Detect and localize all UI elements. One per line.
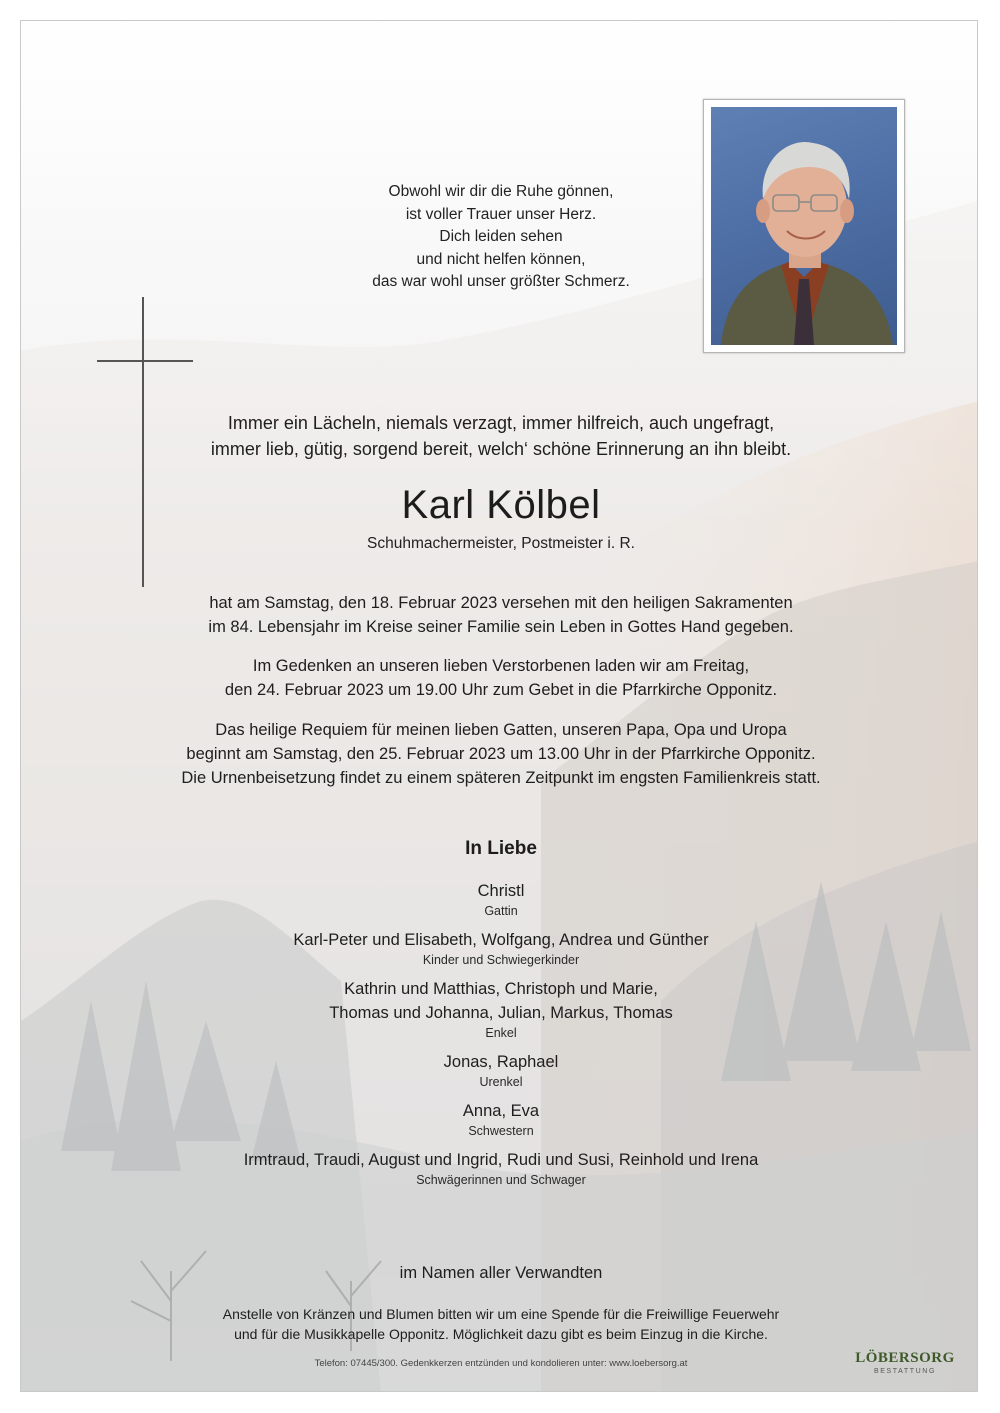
notice-line: hat am Samstag, den 18. Februar 2023 versehen mit den heiligen Sakramenten — [209, 594, 793, 612]
memorial-quote — [271, 181, 731, 294]
quote-line: das war wohl unser größter Schmerz. — [372, 273, 630, 290]
relatives-line: im Namen aller Verwandten — [399, 1264, 603, 1282]
logo-subtitle: BESTATTUNG — [873, 1368, 937, 1375]
mourner-relation: Urenkel — [479, 1075, 523, 1089]
deceased-profession: Schuhmachermeister, Postmeister i. R. — [367, 535, 635, 552]
portrait-photo — [711, 107, 897, 345]
mourner-names: Irmtraud, Traudi, August und Ingrid, Rudi und Susi, Reinhold und Irena — [243, 1151, 759, 1169]
contact-footer: Telefon: 07445/300. Gedenkkerzen entzünden und kondolieren unter: www.loebersorg.at — [314, 1358, 688, 1369]
notice-line: im 84. Lebensjahr im Kreise seiner Familie sein Leben in Gottes Hand gegeben. — [208, 618, 794, 636]
mourner-names: Christl — [477, 882, 525, 900]
mourner-relation: Schwägerinnen und Schwager — [416, 1173, 586, 1187]
mourner-relation: Gattin — [484, 904, 518, 918]
mourner-names: Jonas, Raphael — [443, 1053, 559, 1071]
prayer-notice — [121, 654, 881, 702]
portrait-frame — [703, 99, 905, 353]
deceased-name: Karl Kölbel — [401, 483, 601, 527]
mourner-group — [151, 1099, 851, 1140]
notice-line: beginnt am Samstag, den 25. Februar 2023 um 13.00 Uhr in der Pfarrkirche Opponitz. — [186, 745, 816, 763]
mourner-group — [151, 928, 851, 969]
mourners-list — [151, 879, 851, 1197]
mourner-group — [151, 879, 851, 920]
donation-line: Anstelle von Kränzen und Blumen bitten wir um eine Spende für die Freiwillige Feuerwehr — [222, 1306, 780, 1322]
mourner-group — [151, 977, 851, 1042]
donation-line: und für die Musikkapelle Opponitz. Möglichkeit dazu gibt es beim Einzug in die Kirche. — [234, 1326, 768, 1342]
mourner-names: Kathrin und Matthias, Christoph und Marie, — [344, 980, 658, 998]
mourner-names: Thomas und Johanna, Julian, Markus, Thomas — [329, 1004, 673, 1022]
mourner-group — [151, 1148, 851, 1189]
motto — [121, 410, 881, 462]
parte-page — [20, 20, 978, 1392]
quote-line: Obwohl wir dir die Ruhe gönnen, — [388, 183, 614, 200]
requiem-notice — [121, 718, 881, 790]
mourner-relation: Schwestern — [468, 1124, 534, 1138]
mourner-relation: Kinder und Schwiegerkinder — [422, 953, 580, 967]
mourner-relation: Enkel — [485, 1026, 517, 1040]
quote-line: Dich leiden sehen — [439, 228, 563, 245]
notice-line: Die Urnenbeisetzung findet zu einem späteren Zeitpunkt im engsten Familienkreis statt. — [181, 769, 821, 787]
mourner-group — [151, 1050, 851, 1091]
donation-request — [121, 1304, 881, 1344]
notice-line: Das heilige Requiem für meinen lieben Gatten, unseren Papa, Opa und Uropa — [215, 721, 787, 739]
quote-line: ist voller Trauer unser Herz. — [405, 205, 597, 223]
motto-line: immer lieb, gütig, sorgend bereit, welch‘ schöne Erinnerung an ihn bleibt. — [210, 439, 792, 459]
portrait-illustration — [711, 107, 897, 345]
notice-line: Im Gedenken an unseren lieben Verstorbenen laden wir am Freitag, — [252, 657, 750, 675]
mourner-names: Anna, Eva — [462, 1102, 540, 1120]
in-love-heading: In Liebe — [465, 838, 537, 859]
motto-line: Immer ein Lächeln, niemals verzagt, immer hilfreich, auch ungefragt, — [227, 413, 775, 433]
mourner-names: Karl-Peter und Elisabeth, Wolfgang, Andrea und Günther — [293, 931, 709, 949]
death-notice — [121, 591, 881, 639]
logo-name: LÖBERSORG — [855, 1350, 955, 1366]
funeral-home-logo — [845, 1349, 965, 1377]
notice-line: den 24. Februar 2023 um 19.00 Uhr zum Gebet in die Pfarrkirche Opponitz. — [224, 681, 778, 699]
quote-line: und nicht helfen können, — [416, 250, 586, 268]
